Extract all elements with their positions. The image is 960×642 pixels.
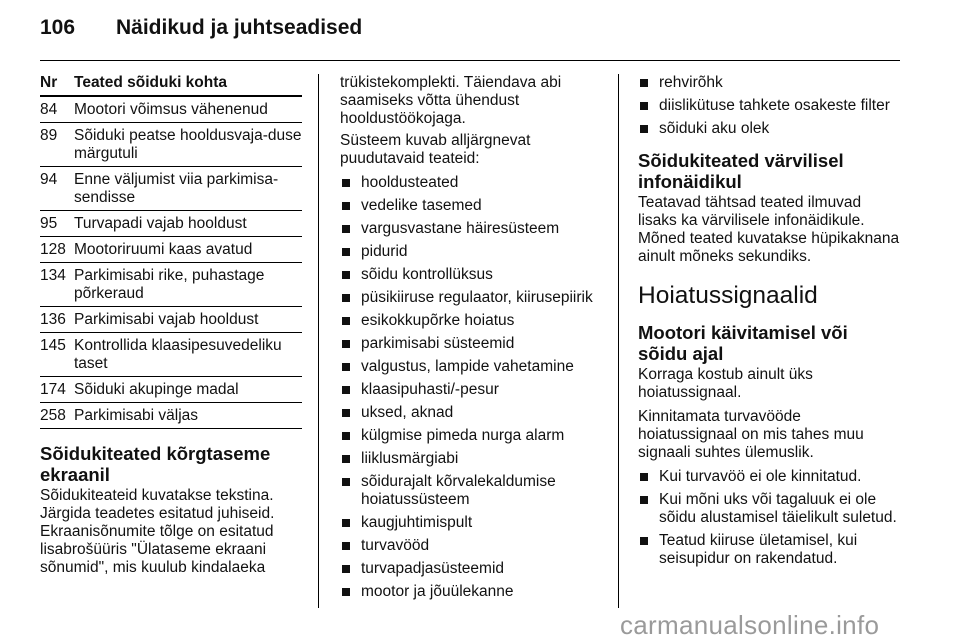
column-middle xyxy=(340,74,602,606)
table-cell-nr: 94 xyxy=(40,171,58,188)
table-cell-text: Kontrollida klaasipesuvedeliku taset xyxy=(74,337,282,372)
table-row xyxy=(40,123,302,167)
table-cell-text: Enne väljumist viia parkimisa-sendisse xyxy=(74,171,279,206)
table-header xyxy=(40,74,302,97)
header-rule xyxy=(40,60,900,61)
table-cell-nr: 84 xyxy=(40,101,58,118)
list-item: Teatud kiiruse ületamisel, kui seisupidur on rakendatud. xyxy=(638,532,900,568)
table-cell-text: Mootoriruumi kaas avatud xyxy=(74,241,253,258)
table-cell-nr: 128 xyxy=(40,241,66,258)
paragraph: Sõidukiteateid kuvatakse tekstina. Järgida teadetes esitatud juhiseid. Ekraanisõnumite tõlge on esitatud lisabrošüüris "Ülataseme ekraani sõnumid", mis kuulub kindalaeka xyxy=(40,487,275,576)
table-cell-nr: 145 xyxy=(40,337,66,354)
table-cell-nr: 258 xyxy=(40,407,66,424)
list-item: Kui turvavöö ei ole kinnitatud. xyxy=(638,468,900,486)
table-cell-nr: 134 xyxy=(40,267,66,284)
table-cell-text: Sõiduki akupinge madal xyxy=(74,381,239,398)
paragraph: Korraga kostub ainult üks hoiatussignaal. xyxy=(638,366,813,401)
list-item: Kui mõni uks või tagaluuk ei ole sõidu alustamisel täielikult suletud. xyxy=(638,491,900,527)
list-item: turvapadjasüsteemid xyxy=(340,560,602,578)
list-item: külgmise pimeda nurga alarm xyxy=(340,427,602,445)
table-cell-nr: 136 xyxy=(40,311,66,328)
column-right xyxy=(638,74,900,573)
list-item: parkimisabi süsteemid xyxy=(340,335,602,353)
section-heading: Sõidukiteated värvilisel infonäidikul xyxy=(638,150,844,192)
list-item: liiklusmärgiabi xyxy=(340,450,602,468)
table-header-text: Teated sõiduki kohta xyxy=(74,74,228,91)
table-header-nr: Nr xyxy=(40,74,58,91)
column-divider xyxy=(318,74,319,608)
list-item: sõidu kontrollüksus xyxy=(340,266,602,284)
list-item: püsikiiruse regulaator, kiirusepiirik xyxy=(340,289,602,307)
table-cell-nr: 89 xyxy=(40,127,58,144)
list-item: klaasipuhasti/-pesur xyxy=(340,381,602,399)
page-title: Näidikud ja juhtseadised xyxy=(116,16,363,39)
table-cell-text: Sõiduki peatse hooldusvaja-duse märgutuli xyxy=(74,127,302,162)
bullet-list xyxy=(340,174,602,601)
table-row xyxy=(40,237,302,263)
table-row xyxy=(40,307,302,333)
watermark: carmanualsonline.info xyxy=(620,610,880,640)
section-heading: Mootori käivitamisel või sõidu ajal xyxy=(638,322,848,364)
column-divider xyxy=(618,74,619,608)
table-cell-text: Parkimisabi vajab hooldust xyxy=(74,311,259,328)
list-item: sõiduki aku olek xyxy=(638,120,900,138)
paragraph: Teatavad tähtsad teated ilmuvad lisaks ka värvilisele infonäidikule. Mõned teated kuvatakse hüpikaknana ainult mõneks sekundiks. xyxy=(638,194,900,265)
paragraph: Kinnitamata turvavööde hoiatussignaal on mis tahes muu signaali suhtes ülemuslik. xyxy=(638,408,864,461)
list-item: diislikütuse tahkete osakeste filter xyxy=(638,97,900,115)
list-item: pidurid xyxy=(340,243,602,261)
table-row xyxy=(40,377,302,403)
table-row xyxy=(40,403,302,429)
table-row xyxy=(40,167,302,211)
list-item: uksed, aknad xyxy=(340,404,602,422)
list-item: valgustus, lampide vahetamine xyxy=(340,358,602,376)
list-item: rehvirõhk xyxy=(638,74,900,92)
table-body xyxy=(40,97,302,429)
table-cell-nr: 174 xyxy=(40,381,66,398)
list-item: turvavööd xyxy=(340,537,602,555)
list-item: vargusvastane häiresüsteem xyxy=(340,220,602,238)
table-row xyxy=(40,263,302,307)
table-row xyxy=(40,333,302,377)
table-cell-text: Parkimisabi väljas xyxy=(74,407,199,424)
table-cell-text: Turvapadi vajab hooldust xyxy=(74,215,247,232)
table-row xyxy=(40,97,302,123)
list-item: kaugjuhtimispult xyxy=(340,514,602,532)
bullet-list xyxy=(638,468,900,568)
list-item: sõidurajalt kõrvalekaldumise hoiatussüsteem xyxy=(340,473,602,509)
page-header xyxy=(40,16,362,40)
bullet-list xyxy=(638,74,900,138)
list-item: vedelike tasemed xyxy=(340,197,602,215)
column-left xyxy=(40,74,302,581)
paragraph: Süsteem kuvab alljärgnevat puudutavaid teateid: xyxy=(340,132,531,167)
list-item: mootor ja jõuülekanne xyxy=(340,583,602,601)
table-cell-text: Parkimisabi rike, puhastage põrkeraud xyxy=(74,267,265,302)
page-number: 106 xyxy=(40,16,76,39)
section-heading: Sõidukiteated kõrgtaseme ekraanil xyxy=(40,443,271,485)
table-cell-text: Mootori võimsus vähenenud xyxy=(74,101,268,118)
list-item: hooldusteated xyxy=(340,174,602,192)
table-cell-nr: 95 xyxy=(40,215,58,232)
list-item: esikokkupõrke hoiatus xyxy=(340,312,602,330)
chapter-heading: Hoiatussignaalid xyxy=(638,282,818,309)
table-row xyxy=(40,211,302,237)
paragraph: trükistekomplekti. Täiendava abi saamiseks võtta ühendust hooldustöökojaga. xyxy=(340,74,562,127)
